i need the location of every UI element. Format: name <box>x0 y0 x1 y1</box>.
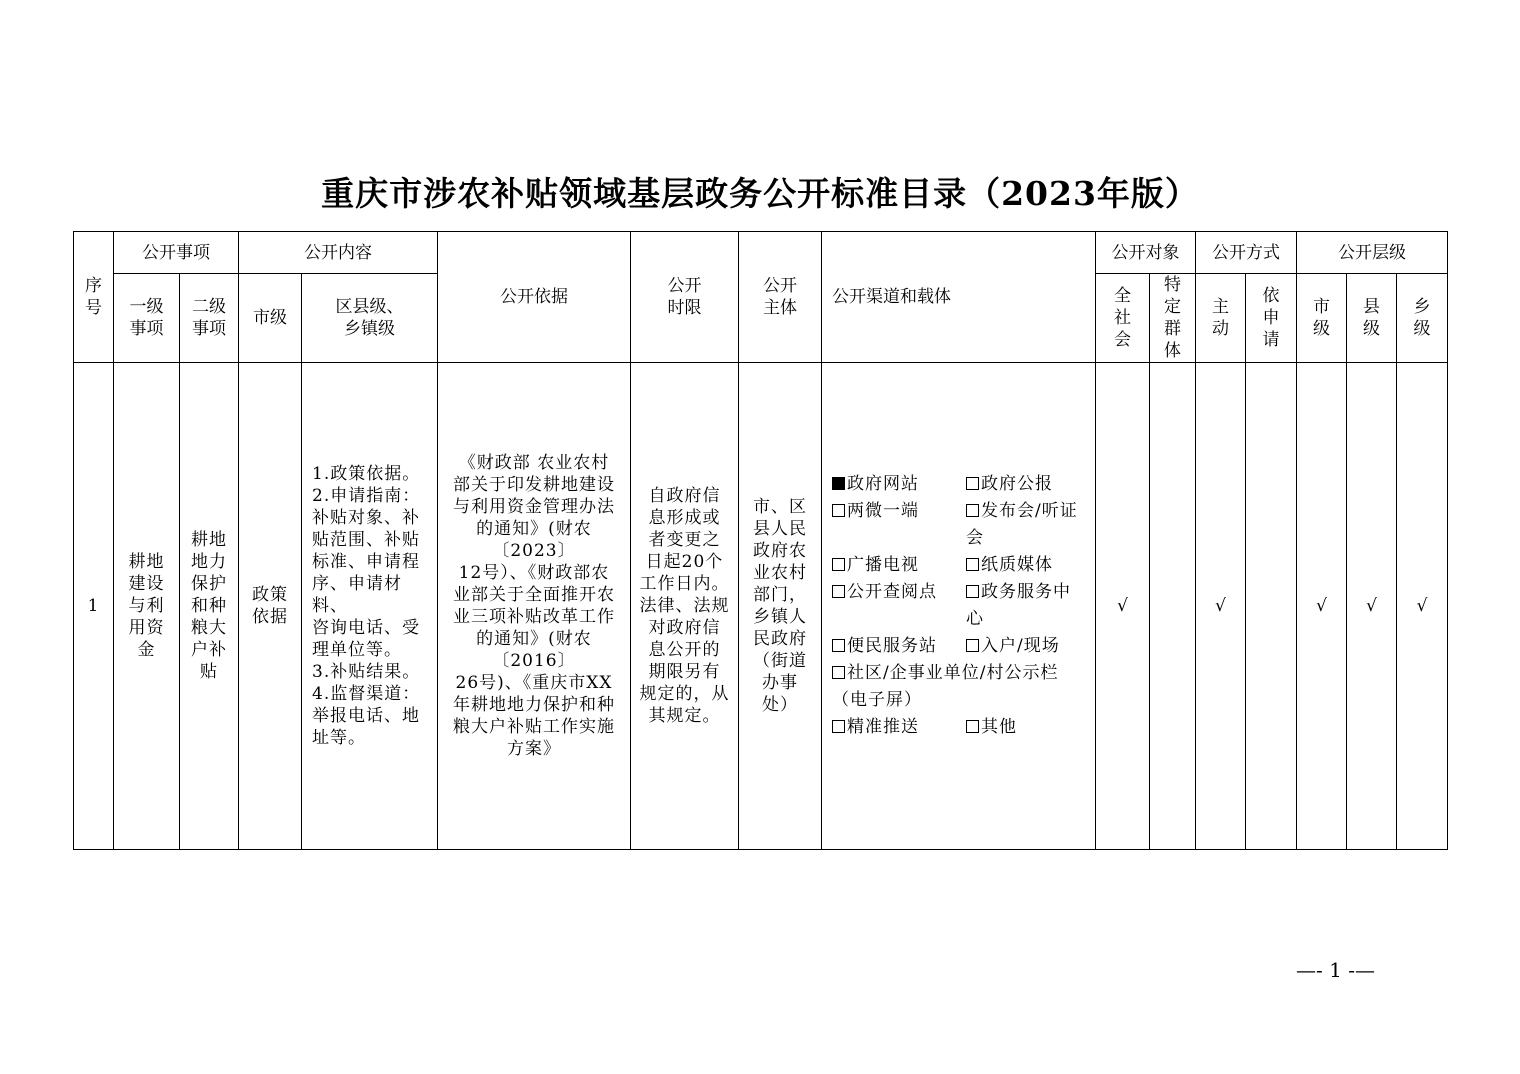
channel-precise-push: 精准推送 <box>832 714 966 741</box>
unchecked-box-icon <box>832 558 845 571</box>
header-lv-city: 市 级 <box>1297 274 1347 363</box>
cell-subject: 市、区 县人民 政府农 业农村 部门， 乡镇人 民政府 （街道 办事 处） <box>739 363 822 850</box>
header-lv-town: 乡 级 <box>1397 274 1448 363</box>
cell-level2: 耕地 地力 保护 和种 粮大 户补 贴 <box>180 363 239 850</box>
header-public-content: 公开内容 <box>239 232 438 274</box>
header-city-level: 市级 <box>239 274 302 363</box>
header-basis: 公开依据 <box>438 232 631 363</box>
channel-press-conf: 发布会/听证会 <box>966 501 1078 548</box>
cell-level1: 耕地 建设 与利 用资 金 <box>114 363 180 850</box>
page-number: —- 1 -— <box>1296 958 1375 982</box>
header-method: 公开方式 <box>1196 232 1297 274</box>
channel-gov-website: 政府网站 <box>832 471 966 498</box>
header-specific-group: 特 定 群 体 <box>1150 274 1196 363</box>
channel-bulletin: 社区/企事业单位/村公示栏（电子屏） <box>832 663 1059 710</box>
unchecked-box-icon <box>966 639 979 652</box>
unchecked-box-icon <box>832 504 845 517</box>
cell-seq: 1 <box>74 363 114 850</box>
cell-city-content: 政策 依据 <box>239 363 302 850</box>
cell-time-limit: 自政府信 息形成或 者变更之 日起20个 工作日内。 法律、法规 对政府信 息公开的 期限另有 规定的，从 其规定。 <box>631 363 739 850</box>
page-title: 重庆市涉农补贴领域基层政务公开标准目录（2023年版） <box>321 174 1199 213</box>
mark-specific-group <box>1150 363 1196 850</box>
channel-convenience: 便民服务站 <box>832 633 966 660</box>
header-whole-society: 全 社 会 <box>1096 274 1150 363</box>
channel-list <box>822 471 1095 741</box>
header-lv-county: 县 级 <box>1347 274 1397 363</box>
unchecked-box-icon <box>966 504 979 517</box>
unchecked-box-icon <box>966 558 979 571</box>
table-row <box>74 363 1448 850</box>
cell-channels <box>822 363 1096 850</box>
unchecked-box-icon <box>966 720 979 733</box>
header-on-request: 依 申 请 <box>1246 274 1297 363</box>
channel-reading-point: 公开查阅点 <box>832 579 966 633</box>
unchecked-box-icon <box>832 666 845 679</box>
channel-door-to-door: 入户/现场 <box>966 633 1060 660</box>
unchecked-box-icon <box>832 639 845 652</box>
channel-broadcast: 广播电视 <box>832 552 966 579</box>
mark-lv-county: √ <box>1347 363 1397 850</box>
cell-district-content: 1.政策依据。 2.申请指南： 补贴对象、补 贴范围、补贴 标准、申请程 序、申请材料、 咨询电话、受 理单位等。 3.补贴结果。 4.监督渠道： 举报电话、地 址等。 <box>302 363 438 850</box>
header-district-level: 区县级、 乡镇级 <box>302 274 438 363</box>
catalog-table <box>73 231 1448 850</box>
header-channel: 公开渠道和载体 <box>822 232 1096 363</box>
channel-service-center: 政务服务中心 <box>966 582 1071 629</box>
header-level1: 一级 事项 <box>114 274 180 363</box>
unchecked-box-icon <box>966 477 979 490</box>
unchecked-box-icon <box>832 585 845 598</box>
unchecked-box-icon <box>832 720 845 733</box>
header-level2: 二级 事项 <box>180 274 239 363</box>
channel-print-media: 纸质媒体 <box>966 552 1053 579</box>
header-public-matter: 公开事项 <box>114 232 239 274</box>
channel-two-micro: 两微一端 <box>832 498 966 552</box>
header-level: 公开层级 <box>1297 232 1448 274</box>
cell-basis: 《财政部 农业农村 部关于印发耕地建设 与利用资金管理办法 的通知》(财农〔2023〕 12号）、《财政部农 业部关于全面推开农 业三项补贴改革工作 的通知》(财农〔2016〕 26号)、《重庆市XX 年耕地地力保护和种 粮大户补贴工作实施 方案》 <box>438 363 631 850</box>
header-seq: 序 号 <box>74 232 114 363</box>
header-target: 公开对象 <box>1096 232 1196 274</box>
header-time-limit: 公开 时限 <box>631 232 739 363</box>
checked-box-icon <box>832 477 845 490</box>
header-subject: 公开 主体 <box>739 232 822 363</box>
channel-gov-gazette: 政府公报 <box>966 471 1053 498</box>
mark-whole-society: √ <box>1096 363 1150 850</box>
mark-lv-city: √ <box>1297 363 1347 850</box>
header-active: 主 动 <box>1196 274 1246 363</box>
mark-active: √ <box>1196 363 1246 850</box>
mark-on-request <box>1246 363 1297 850</box>
channel-other: 其他 <box>966 714 1017 741</box>
unchecked-box-icon <box>966 585 979 598</box>
mark-lv-town: √ <box>1397 363 1448 850</box>
